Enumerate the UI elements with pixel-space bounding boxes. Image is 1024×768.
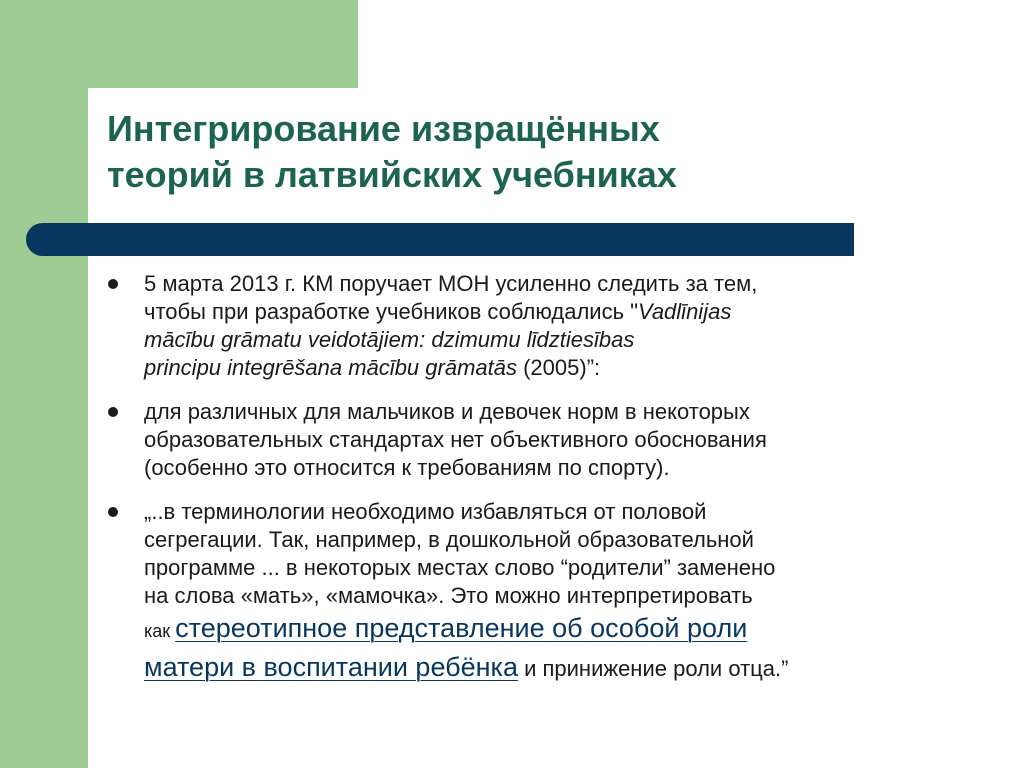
bullet-3-line-1: „..в терминологии необходимо избавляться от половой	[144, 499, 707, 524]
bullet-3-line-3: программе ... в некоторых местах слово “родители” заменено	[144, 555, 776, 580]
bullet-dot-icon	[108, 407, 118, 417]
bullet-item-2	[108, 398, 988, 482]
bullet-1-line-4	[144, 354, 988, 382]
bullet-1-line-2-text: чтобы при разработке учебников соблюдались "	[144, 299, 638, 324]
bullet-3-line-6	[144, 649, 988, 687]
green-top-band	[0, 0, 358, 88]
bullet-1-line-2-italic: Vadlīnijas	[637, 299, 732, 324]
highlighted-phrase-part-1: стереотипное представление об особой роли	[175, 613, 748, 643]
bullet-item-3	[108, 498, 988, 687]
bullet-1-line-4-text: (2005)”:	[516, 355, 601, 380]
bullet-3-line-2: сегрегации. Так, например, в дошкольной образовательной	[144, 527, 754, 552]
title-divider-bar	[26, 223, 854, 256]
bullet-item-1	[108, 270, 988, 382]
slide-title-line-2: теорий в латвийских учебниках	[107, 154, 677, 195]
bullet-1-line-1: 5 марта 2013 г. КМ поручает МОН усиленно следить за тем,	[144, 271, 758, 296]
bullet-2-line-3: (особенно это относится к требованиям по спорту).	[144, 455, 670, 480]
slide-title-line-1: Интегрирование извращённых	[107, 108, 660, 149]
bullet-dot-icon	[108, 507, 118, 517]
bullet-dot-icon	[108, 279, 118, 289]
bullet-3-line-6-rest: и принижение роли отца.”	[517, 656, 789, 681]
bullet-list	[108, 270, 988, 687]
bullet-1-line-2	[144, 298, 988, 326]
bullet-3-line-5-prefix: как	[144, 621, 176, 641]
bullet-3-line-4: на слова «мать», «мамочка». Это можно интерпретировать	[144, 583, 753, 608]
bullet-2-line-2: образовательных стандартах нет объективного обоснования	[144, 427, 767, 452]
slide-title	[107, 106, 987, 198]
highlighted-phrase-part-2: матери в воспитании ребёнка	[144, 652, 518, 682]
bullet-1-line-4-italic: principu integrēšana mācību grāmatās	[144, 355, 517, 380]
bullet-2-line-1: для различных для мальчиков и девочек норм в некоторых	[144, 399, 750, 424]
bullet-1-line-3-italic: mācību grāmatu veidotājiem: dzimumu līdztiesības	[144, 327, 635, 352]
green-side-band	[0, 0, 88, 768]
bullet-3-line-5	[144, 610, 988, 649]
